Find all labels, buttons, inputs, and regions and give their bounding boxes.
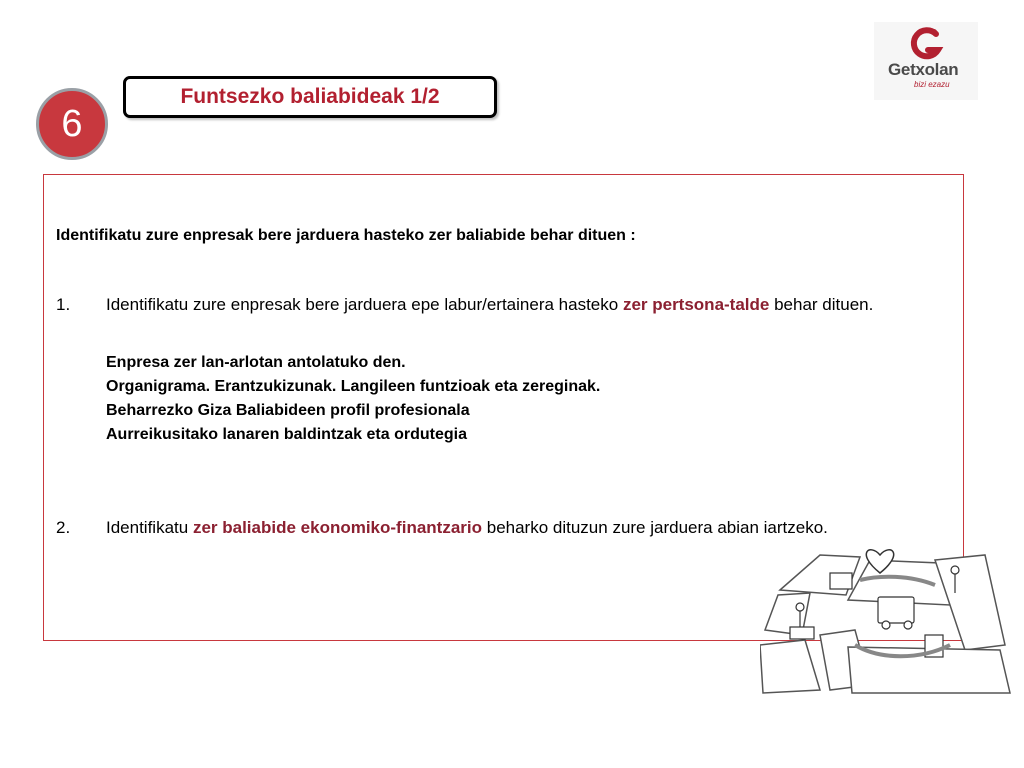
slide-title-box (123, 76, 497, 118)
sub-point: Aurreikusitako lanaren baldintzak eta ordutegia (106, 426, 467, 443)
list-item-text: Identifikatu zure enpresak bere jarduera epe labur/ertainera hasteko zer pertsona-talde behar dituen. (106, 295, 874, 314)
list-item-text: Identifikatu zer baliabide ekonomiko-finantzario beharko dituzun zure jarduera abian iartzeko. (106, 518, 828, 537)
getxolan-logo (874, 22, 978, 100)
intro-text: Identifikatu zure enpresak bere jarduera hasteko zer baliabide behar dituen : (56, 227, 636, 244)
highlight-text: zer baliabide ekonomiko-finantzario (192, 518, 483, 537)
sub-points (106, 351, 600, 447)
slide-title: Funtsezko baliabideak 1/2 (180, 85, 440, 108)
list-item-number: 1. (56, 295, 71, 314)
logo-tagline: bizi ezazu (914, 80, 950, 89)
sub-point: Beharrezko Giza Baliabideen profil profesionala (106, 402, 470, 419)
section-number: 6 (61, 102, 83, 145)
getxolan-logo-icon (908, 26, 944, 62)
sub-point: Organigrama. Erantzukizunak. Langileen funtzioak eta zereginak. (106, 378, 601, 395)
highlight-text: zer pertsona-talde (622, 295, 770, 314)
list-item-number: 2. (56, 518, 71, 537)
sub-point: Enpresa zer lan-arlotan antolatuko den. (106, 354, 406, 371)
section-number-badge (36, 88, 108, 160)
business-model-illustration (760, 535, 1014, 695)
logo-wordmark: Getxolan (888, 60, 959, 79)
